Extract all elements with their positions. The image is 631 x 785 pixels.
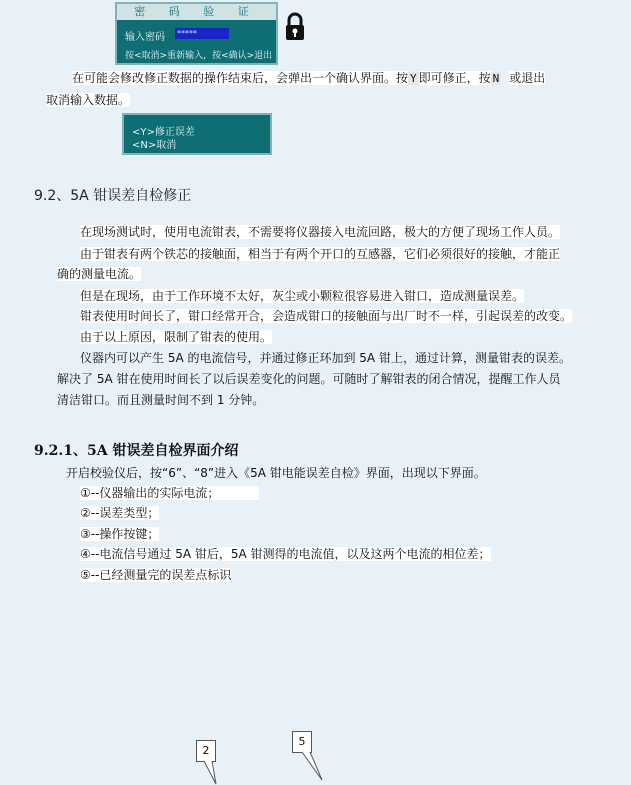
intro-line-1 [72,68,545,89]
list-item [80,504,159,521]
paragraph-text: 由于以上原因，限制了钳表的使用。 [80,330,273,344]
key-y: Y [410,72,417,85]
callout-label: 2 [196,740,216,762]
list-item [80,545,491,562]
section-9-2-1-heading: 9.2.1、5A 钳误差自检界面介绍 [34,443,239,459]
callout-pointer-icon [196,740,226,785]
section-9-2-1-intro: 开启校验仪后，按“6”、“8”进入《5A 钳电能误差自检》界面，出现以下界面。 [66,466,486,480]
callout-2 [196,740,226,785]
paragraph-text: 确的测量电流。 [57,267,142,281]
list-item [80,566,231,583]
lock-icon [284,12,306,42]
list-item-text: ①--仪器输出的实际电流； [80,486,259,500]
paragraph-text: 在现场测试时，使用电流钳表，不需要将仪器接入电流回路，极大的方便了现场工作人员。 [80,225,561,239]
password-hint: 按<取消>重新输入，按<确认>退出 [125,51,273,61]
paragraph-text: 由于钳表有两个铁芯的接触面，相当于有两个开口的互感器，它们必须很好的接触，才能正 [80,247,561,261]
callout-pointer-icon [292,731,326,781]
list-item [80,525,159,542]
list-item-text: ⑤--已经测量完的误差点标识 [80,568,232,582]
confirm-option-fix: <Y>修正误差 [132,127,195,138]
intro-line-2 [46,90,130,110]
paragraph-text: 钳表使用时间长了，钳口经常开合，会造成钳口的接触面与出厂时不一样，引起误差的改变。 [80,309,573,323]
password-dialog [115,2,278,65]
paragraph-text: 解决了 5A 钳在使用时间长了以后误差变化的问题。可随时了解钳表的闭合情况，提醒工作人员 [57,372,561,386]
confirm-option-cancel: <N>取消 [132,140,177,151]
callout-label: 5 [292,731,312,753]
paragraph [80,306,572,326]
key-n: N [492,72,500,85]
list-item-text: ③--操作按键； [80,527,160,541]
paragraph-text: 仪器内可以产生 5A 的电流信号，并通过修正环加到 5A 钳上，通过计算，测量钳表的误差。 [80,351,571,365]
intro-text-line2: 取消输入数据。 [46,93,131,107]
confirm-dialog [122,113,272,155]
intro-text-a: 在可能会修改修正数据的操作结束后，会弹出一个确认界面。按 [72,71,409,85]
callout-5 [292,731,326,781]
list-item [80,484,259,501]
paragraph [80,327,272,347]
intro-text-c: 或退出 [509,71,546,85]
paragraph [57,264,141,284]
paragraph [80,222,560,242]
paragraph [57,390,264,410]
password-dialog-title: 密 码 验 证 [117,4,276,20]
password-field: ***** [175,28,229,39]
intro-text-b: 即可修正，按 [418,71,491,85]
paragraph [80,348,571,368]
paragraph [57,369,560,389]
section-9-2-heading: 9.2、5A 钳误差自检修正 [34,188,192,204]
paragraph-text: 清洁钳口。而且测量时间不到 1 分钟。 [57,393,265,407]
paragraph [80,286,524,306]
paragraph [80,244,560,264]
paragraph-text: 但是在现场，由于工作环境不太好，灰尘或小颗粒很容易进入钳口，造成测量误差。 [80,289,525,303]
list-item-text: ②--误差类型； [80,506,160,520]
password-label: 输入密码 [125,32,165,43]
list-item-text: ④--电流信号通过 5A 钳后，5A 钳测得的电流值，以及这两个电流的相位差； [80,547,491,561]
